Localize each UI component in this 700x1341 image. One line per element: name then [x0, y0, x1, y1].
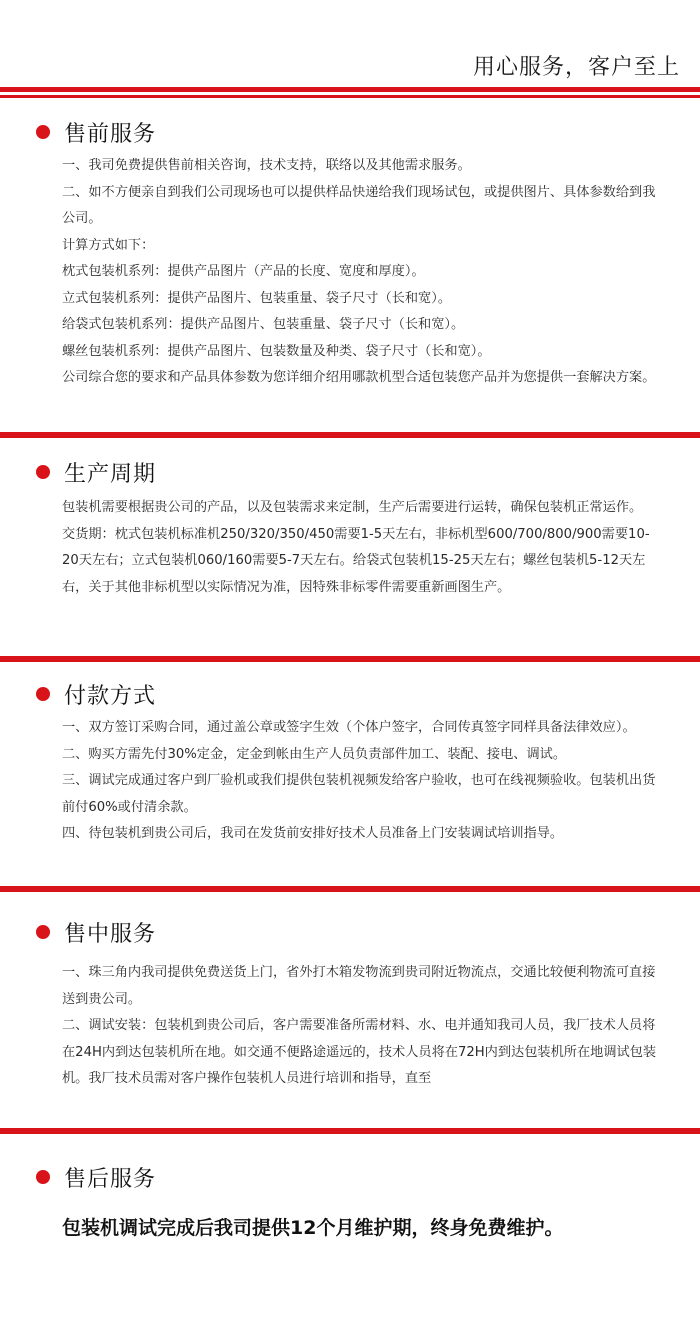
section-divider [0, 656, 700, 662]
section-heading: 售中服务 [64, 921, 157, 947]
section-body-payment [62, 715, 662, 848]
section-heading: 售前服务 [64, 121, 157, 147]
bullet-dot-icon [36, 687, 50, 701]
bullet-dot-icon [36, 1170, 50, 1184]
section-title-presale [36, 117, 156, 147]
section-divider [0, 1128, 700, 1134]
paragraph: 计算方式如下： [62, 237, 155, 253]
paragraph: 一、珠三角内我司提供免费送货上门，省外打木箱发物流到贵司附近物流点，交通比较便利物流可直接送到贵公司。 [62, 965, 656, 1007]
aftersale-statement: 包装机调试完成后我司提供12个月维护期，终身免费维护。 [62, 1217, 564, 1239]
header-red-bar [0, 87, 700, 92]
section-heading: 付款方式 [64, 683, 157, 709]
section-body-production [62, 495, 662, 601]
section-divider [0, 886, 700, 892]
paragraph: 二、如不方便亲自到我们公司现场也可以提供样品快递给我们现场试包，或提供图片、具体参数给到我公司。 [62, 184, 656, 226]
section-heading: 生产周期 [64, 461, 157, 487]
section-title-payment [36, 679, 156, 709]
paragraph: 枕式包装机系列：提供产品图片（产品的长度、宽度和厚度）。 [62, 264, 425, 279]
paragraph: 立式包装机系列：提供产品图片、包装重量、袋子尺寸（长和宽）。 [62, 290, 452, 306]
section-divider [0, 432, 700, 438]
section-title-insale [36, 917, 156, 947]
section-body-presale [62, 153, 662, 392]
paragraph: 公司综合您的要求和产品具体参数为您详细介绍用哪款机型合适包装您产品并为您提供一套解决方案。 [62, 370, 656, 385]
paragraph: 三、调试完成通过客户到厂验机或我们提供包装机视频发给客户验收，也可在线视频验收。包装机出货前付60%或付清余款。 [62, 773, 656, 815]
paragraph: 给袋式包装机系列：提供产品图片、包装重量、袋子尺寸（长和宽）。 [62, 317, 465, 332]
header-red-bar-thin [0, 95, 700, 98]
bullet-dot-icon [36, 125, 50, 139]
paragraph: 交货期：枕式包装机标准机250/320/350/450需要1-5天左右，非标机型600/700/800/900需要10-20天左右；立式包装机060/160需要5-7天左右。给袋式包装机15-25天左右；螺丝包装机5-12天左右，关于其他非标机型以实际情况为准，因特殊非标零件需要重新画图生产。 [62, 526, 650, 595]
section-title-production [36, 457, 156, 487]
paragraph: 四、待包装机到贵公司后，我司在发货前安排好技术人员准备上门安装调试培训指导。 [62, 826, 564, 841]
bullet-dot-icon [36, 925, 50, 939]
paragraph: 一、我司免费提供售前相关咨询，技术支持，联络以及其他需求服务。 [62, 158, 471, 173]
bullet-dot-icon [36, 465, 50, 479]
paragraph: 一、双方签订采购合同，通过盖公章或签字生效（个体户签字，合同传真签字同样具备法律效应）。 [62, 720, 636, 735]
paragraph: 二、调试安装：包装机到贵公司后，客户需要准备所需材料、水、电并通知我司人员，我厂技术人员将在24H内到达包装机所在地。如交通不便路途遥远的，技术人员将在72H内到达包装机所在地调试包装机。我厂技术员需对客户操作包装机人员进行培训和指导，直至 [62, 1018, 657, 1086]
slogan: 用心服务，客户至上 [472, 55, 680, 80]
paragraph: 螺丝包装机系列：提供产品图片、包装数量及种类、袋子尺寸（长和宽）。 [62, 343, 491, 359]
section-heading: 售后服务 [64, 1166, 157, 1192]
section-body-insale [62, 960, 662, 1093]
paragraph: 包装机需要根据贵公司的产品，以及包装需求来定制，生产后需要进行运转，确保包装机正常运作。 [62, 500, 643, 515]
section-title-aftersale [36, 1162, 156, 1192]
paragraph: 二、购买方需先付30%定金，定金到帐由生产人员负责部件加工、装配、接电、调试。 [62, 746, 567, 762]
